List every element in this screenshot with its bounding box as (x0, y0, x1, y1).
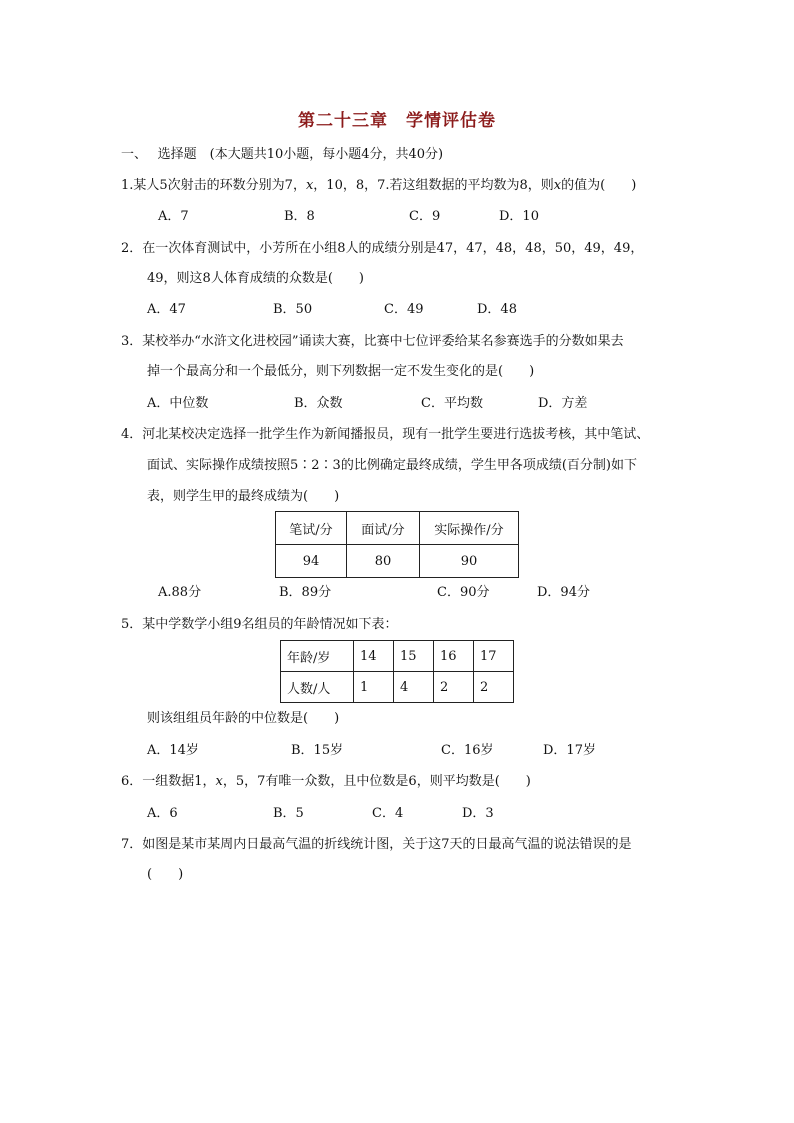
table-cell: 1 (354, 672, 394, 703)
question-3-option-a: A．中位数 (147, 396, 209, 411)
question-3-option-c: C．平均数 (421, 396, 483, 411)
question-6-text-b: ，5，7有唯一众数，且中位数是6，则平均数是( ) (222, 774, 531, 789)
table-cell: 16 (434, 641, 474, 672)
table-header-cell: 笔试/分 (276, 512, 347, 545)
question-4-line-3: 表，则学生甲的最终成绩为( ) (147, 489, 340, 504)
question-4-option-a: A.88分 (158, 585, 202, 600)
question-5-line-1: 5．某中学数学小组9名组员的年龄情况如下表： (121, 617, 398, 632)
question-2-line-2: 49，则这8人体育成绩的众数是( ) (147, 271, 364, 286)
page-title: 第二十三章 学情评估卷 (298, 111, 496, 131)
table-header-cell: 年龄/岁 (281, 641, 354, 672)
question-6 (121, 773, 531, 791)
question-5-option-d: D．17岁 (543, 743, 596, 758)
question-4-line-1: 4．河北某校决定选择一批学生作为新闻播报员，现有一批学生要进行选拔考核，其中笔试、 (121, 427, 650, 442)
question-2-option-d: D．48 (477, 302, 517, 317)
question-3-line-1: 3．某校举办“水浒文化进校园”诵读大赛，比赛中七位评委给某名参赛选手的分数如果去 (121, 334, 624, 349)
question-6-option-d: D．3 (462, 806, 494, 821)
table-row (281, 641, 514, 672)
table-cell: 4 (394, 672, 434, 703)
question-2-option-b: B．50 (273, 302, 313, 317)
question-1-variable-a: x (305, 178, 314, 193)
table-cell: 80 (347, 545, 420, 578)
question-1-text-c: 的值为( ) (561, 178, 637, 193)
question-6-option-b: B．5 (273, 806, 304, 821)
table-cell: 90 (420, 545, 519, 578)
question-7-line-2: ( ) (147, 867, 184, 882)
table-cell: 15 (394, 641, 434, 672)
table-row (276, 545, 519, 578)
question-1-text-a: 1.某人5次射击的环数分别为7， (121, 178, 306, 193)
question-4-option-d: D．94分 (537, 585, 590, 600)
table-cell: 94 (276, 545, 347, 578)
table-cell: 14 (354, 641, 394, 672)
question-1-variable-b: x (553, 178, 562, 193)
question-7-line-1: 7．如图是某市某周内日最高气温的折线统计图，关于这7天的日最高气温的说法错误的是 (121, 837, 632, 852)
question-3-option-b: B．众数 (294, 396, 343, 411)
age-table (280, 640, 514, 703)
question-1-option-b: B．8 (284, 209, 315, 224)
table-cell: 17 (474, 641, 514, 672)
question-4-option-b: B．89分 (279, 585, 332, 600)
table-cell: 2 (474, 672, 514, 703)
section-heading: 一、 选择题 (本大题共10小题，每小题4分，共40分) (121, 147, 444, 162)
question-6-variable: x (215, 774, 223, 789)
table-row (281, 672, 514, 703)
question-6-option-c: C．4 (372, 806, 404, 821)
table-header-cell: 人数/人 (281, 672, 354, 703)
question-5-option-a: A．14岁 (147, 743, 199, 758)
question-2-option-c: C．49 (384, 302, 424, 317)
question-1-option-c: C．9 (409, 209, 441, 224)
score-table (275, 511, 519, 578)
question-5-option-c: C．16岁 (441, 743, 494, 758)
table-header-cell: 面试/分 (347, 512, 420, 545)
question-5-option-b: B．15岁 (291, 743, 344, 758)
table-header-cell: 实际操作/分 (420, 512, 519, 545)
table-row (276, 512, 519, 545)
question-6-text-a: 6．一组数据1， (121, 774, 216, 789)
question-2-line-1: 2．在一次体育测试中，小芳所在小组8人的成绩分别是47，47，48，48，50，49，49， (121, 241, 644, 256)
question-5-line-2: 则该组组员年龄的中位数是( ) (147, 711, 340, 726)
question-6-option-a: A．6 (147, 806, 178, 821)
question-4-option-c: C．90分 (437, 585, 490, 600)
question-2-option-a: A．47 (147, 302, 186, 317)
question-1-text-b: ，10，8，7.若这组数据的平均数为8，则 (313, 178, 554, 193)
question-3-option-d: D．方差 (538, 396, 588, 411)
question-1 (121, 177, 636, 195)
question-1-option-d: D．10 (499, 209, 539, 224)
question-1-option-a: A．7 (158, 209, 189, 224)
question-4-line-2: 面试、实际操作成绩按照5∶2∶3的比例确定最终成绩，学生甲各项成绩(百分制)如下 (147, 458, 637, 473)
table-cell: 2 (434, 672, 474, 703)
question-3-line-2: 掉一个最高分和一个最低分，则下列数据一定不发生变化的是( ) (147, 364, 535, 379)
